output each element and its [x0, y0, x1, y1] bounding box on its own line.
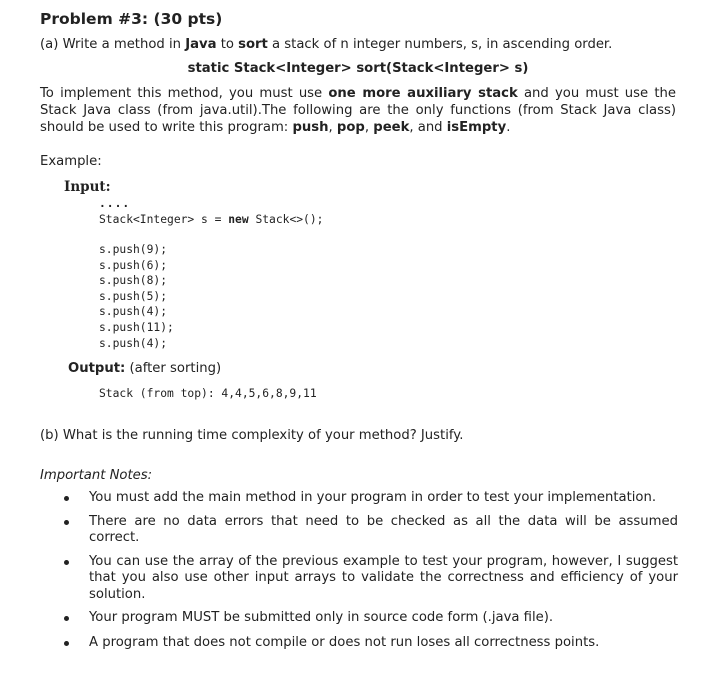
code-line: s.push(9); — [99, 243, 168, 256]
output-line — [68, 361, 221, 377]
note-item: There are no data errors that need to be checked as all the data will be assumed correct. — [62, 514, 678, 547]
code-line: s.push(8); — [99, 274, 168, 288]
code-ellipsis: .... — [99, 197, 131, 210]
code-new-keyword: new — [228, 213, 249, 226]
part-a-suffix: a stack of n integer numbers, s, in ascending order. — [267, 37, 613, 52]
notes-title: Important Notes: — [40, 468, 153, 483]
input-label: Input: — [64, 179, 111, 195]
note-item: A program that does not compile or does not run loses all correctness points. — [62, 635, 678, 652]
note-item: You can use the array of the previous example to test your program, however, I suggest that you also use other input arrays to validate the correctness and efficiency of your solution. — [62, 554, 678, 604]
impl-sep-2: , — [364, 120, 374, 135]
impl-pop: pop — [336, 120, 365, 135]
impl-auxiliary-stack: one more auxiliary stack — [328, 86, 518, 101]
method-signature: static Stack<Integer> sort(Stack<Integer> s) — [187, 61, 529, 76]
output-value: Stack (from top): 4,4,5,6,8,9,11 — [99, 387, 317, 400]
problem-title: Problem #3: (30 pts) — [40, 10, 223, 28]
part-b-question: (b) What is the running time complexity of your method? Justify. — [40, 428, 464, 443]
impl-text-2: and you must use the Stack Java class (from java.util).The following are the only functions (from Stack Java class) should be used to write this program: — [40, 86, 676, 135]
part-a-java: Java — [185, 37, 217, 52]
code-decl-type: Stack<Integer> s = — [99, 213, 229, 226]
code-declaration — [99, 212, 323, 228]
code-line: s.push(5); — [99, 289, 168, 303]
code-line: s.push(4); — [99, 336, 168, 350]
implementation-instructions — [40, 85, 676, 136]
impl-sep-1: , — [328, 120, 337, 135]
note-item: Your program MUST be submitted only in source code form (.java file). — [62, 610, 678, 627]
part-a-to: to — [216, 37, 239, 52]
code-decl-ctor: Stack<>(); — [248, 213, 324, 226]
code-line: s.push(4); — [99, 305, 168, 319]
part-a-prefix: (a) Write a method in — [40, 37, 186, 52]
notes-list — [62, 490, 678, 651]
output-label: Output: — [68, 361, 126, 376]
part-a-sort: sort — [238, 37, 268, 52]
impl-text-1: To implement this method, you must use — [40, 86, 329, 101]
code-line: s.push(6); — [99, 258, 168, 272]
impl-sep-3: , and — [409, 120, 447, 135]
example-label: Example: — [40, 154, 102, 169]
part-a-statement — [40, 37, 612, 53]
code-push-block — [99, 242, 174, 351]
note-item: You must add the main method in your program in order to test your implementation. — [62, 490, 678, 507]
output-note: (after sorting) — [125, 361, 222, 376]
code-line: s.push(11); — [99, 320, 174, 334]
impl-peek: peek — [373, 120, 410, 135]
impl-end: . — [506, 120, 511, 135]
impl-isempty: isEmpty — [446, 120, 507, 135]
impl-push: push — [292, 120, 329, 135]
